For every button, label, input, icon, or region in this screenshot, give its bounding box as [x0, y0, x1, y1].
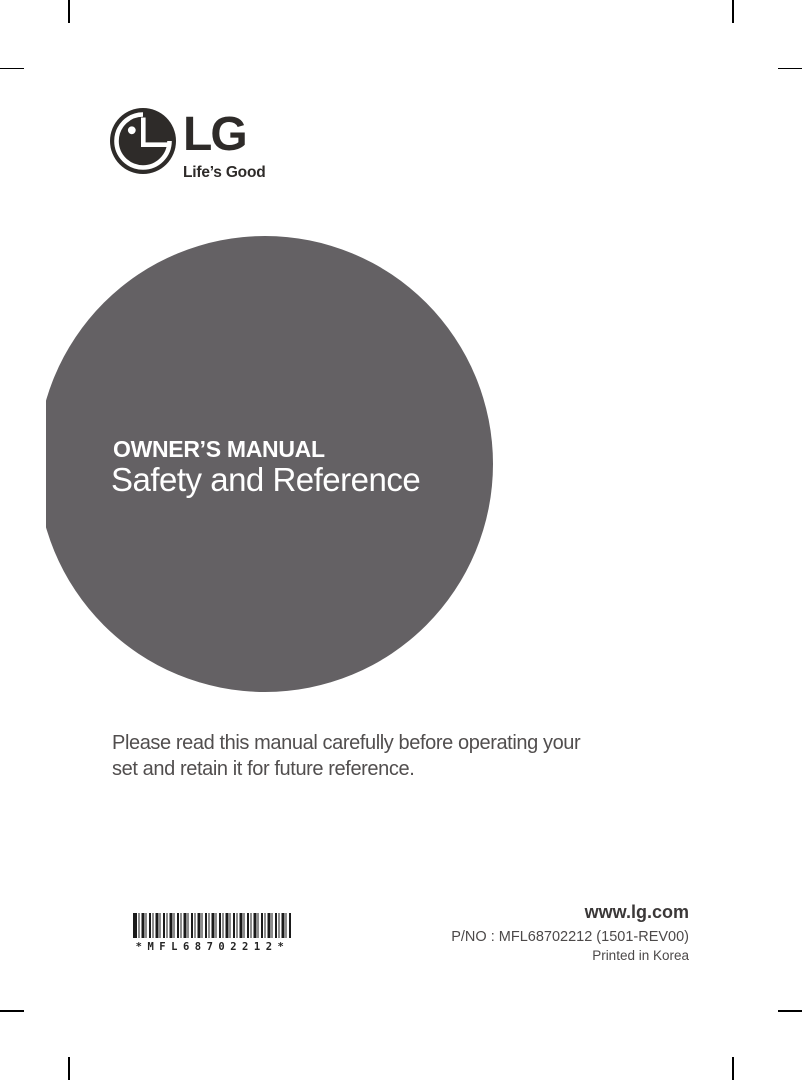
crop-mark-bottom-left-horizontal — [0, 1010, 24, 1012]
lg-tagline: Life’s Good — [183, 164, 266, 181]
crop-mark-top-left-horizontal — [0, 68, 24, 70]
lg-face-icon — [110, 108, 176, 174]
barcode — [133, 913, 292, 953]
notice-line-1: Please read this manual carefully before operating your — [112, 732, 581, 754]
manual-title: Safety and Reference — [111, 461, 421, 498]
crop-mark-bottom-right-vertical — [732, 1057, 734, 1080]
crop-mark-bottom-right-horizontal — [778, 1010, 802, 1012]
footer-info — [451, 902, 689, 963]
notice-line-2: set and retain it for future reference. — [112, 758, 415, 780]
printed-in-text: Printed in Korea — [592, 948, 689, 963]
manual-type-label: OWNER’S MANUAL — [113, 436, 325, 462]
part-number-text: P/NO : MFL68702212 (1501-REV00) — [451, 929, 689, 945]
lg-wordmark: LG — [183, 108, 246, 161]
website-text: www.lg.com — [584, 902, 689, 922]
barcode-image — [133, 913, 291, 938]
crop-mark-top-right-horizontal — [778, 68, 802, 70]
crop-mark-top-left-vertical — [68, 0, 70, 23]
crop-mark-top-right-vertical — [732, 0, 734, 23]
notice-text — [112, 730, 580, 782]
barcode-text: *MFL68702212* — [135, 941, 290, 953]
crop-mark-bottom-left-vertical — [68, 1057, 70, 1080]
